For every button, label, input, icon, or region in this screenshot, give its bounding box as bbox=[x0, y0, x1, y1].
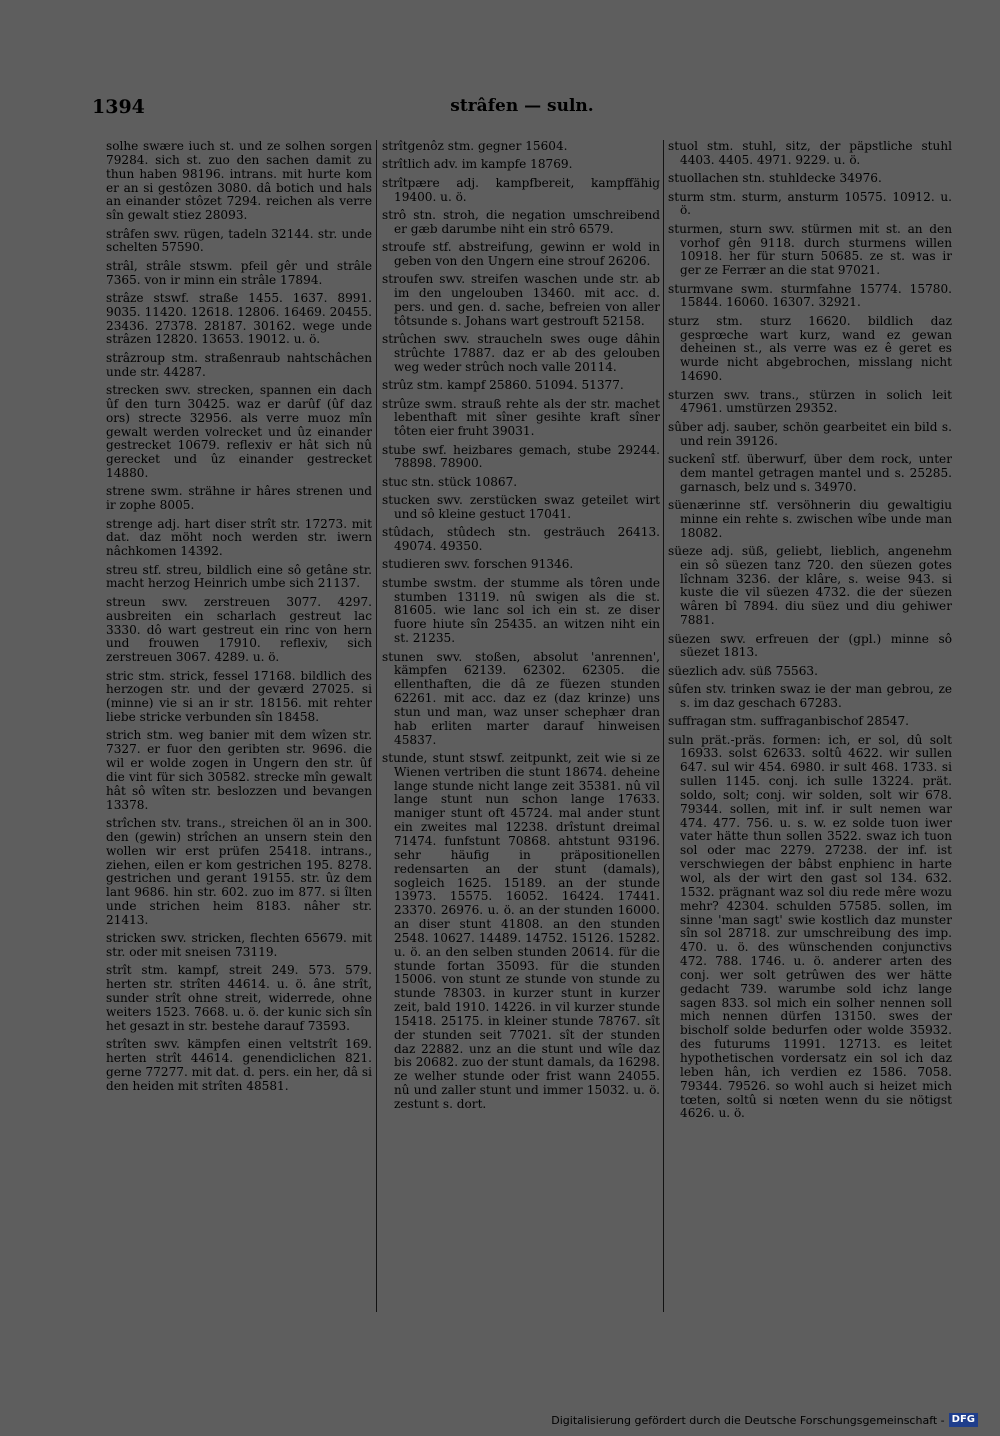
dictionary-entry: süenærinne stf. versöhnerin diu gewaltigiu minne ein rehte s. zwischen wîbe unde man 18082. bbox=[668, 497, 952, 540]
footer bbox=[551, 1412, 978, 1428]
dictionary-entry: stûdach, stûdech stn. gesträuch 26413. 49074. 49350. bbox=[382, 525, 660, 554]
dictionary-entry: süeze adj. süß, geliebt, lieblich, angenehm ein sô süezen tanz 720. den süezen gotes lîchnam 3236. der klâre, s. weise 943. si kuste die vil süezen 4732. die der süezen wâren bî 7894. diu süez und diu gehiwer 7881. bbox=[668, 543, 952, 628]
dictionary-entry: studieren swv. forschen 91346. bbox=[382, 557, 574, 572]
dictionary-entry: süezlich adv. süß 75563. bbox=[668, 663, 818, 678]
dictionary-entry: strene swm. strähne ir hâres strenen und ir zophe 8005. bbox=[106, 484, 372, 513]
dictionary-entry: sturmvane swm. sturmfahne 15774. 15780. 15844. 16060. 16307. 32921. bbox=[668, 281, 952, 310]
dfg-logo-icon: DFG bbox=[949, 1413, 978, 1427]
page-number: 1394 bbox=[92, 96, 145, 118]
dictionary-entry: strâzroup stm. straßenraub nahtschâchen unde str. 44287. bbox=[106, 350, 372, 379]
dictionary-entry: strît stm. kampf, streit 249. 573. 579. herten str. strîten 44614. u. ö. âne strît, sunder strît ohne streit, widerrede, ohne weiters 1523. 7668. u. ö. der kunic sich sîn het gesazt in str. bestehe darauf 73593. bbox=[106, 963, 372, 1033]
funding-note: Digitalisierung gefördert durch die Deutsche Forschungsgemeinschaft - bbox=[551, 1413, 945, 1427]
dictionary-entry: stuol stm. stuhl, sitz, der päpstliche stuhl 4403. 4405. 4971. 9229. u. ö. bbox=[668, 140, 952, 167]
dictionary-entry: sturz stm. sturz 16620. bildlich daz gesprœche wart kurz, wand ez gewan deheinen st., als verre was ez ê geret es wurde nicht abgebrochen, misslang nicht 14690. bbox=[668, 313, 952, 384]
dictionary-entry: strîchen stv. trans., streichen öl an in 300. den (gewin) strîchen an unsern stein den wollen wir erst prüfen 25418. intrans., ziehen, eilen er kom gestrichen 195. 8278. gestrichen und gerant 19155. str. ûz dem lant 9686. hin str. 602. zuo im 877. si îlten unde strichen heim 8183. nâher str. 21413. bbox=[106, 815, 372, 927]
dictionary-entry: strîtlich adv. im kampfe 18769. bbox=[382, 157, 573, 172]
column-divider bbox=[663, 140, 664, 1312]
dictionary-entry: suffragan stm. suffraganbischof 28547. bbox=[668, 714, 910, 729]
dictionary-entry: süezen swv. erfreuen der (gpl.) minne sô süezet 1813. bbox=[668, 631, 952, 660]
dictionary-entry: streun swv. zerstreuen 3077. 4297. ausbreiten ein scharlach gestreut lac 3330. dô wart gestreut ein rinc von hern und frouwen 17910. reflexiv, sich zerstreuen 3067. 4289. u. ö. bbox=[106, 594, 372, 665]
dictionary-entry: strâze stswf. straße 1455. 1637. 8991. 9035. 11420. 12618. 12806. 16469. 20455. 23436. 27378. 28187. 30162. wege unde strâzen 12820. 13653. 19012. u. ö. bbox=[106, 290, 372, 347]
dictionary-entry: stroufe stf. abstreifung, gewinn er wold in geben von den Ungern eine strouf 26206. bbox=[382, 240, 660, 268]
dictionary-entry: stucken swv. zerstücken swaz geteilet wirt und sô kleine gestuct 17041. bbox=[382, 493, 660, 521]
dictionary-entry: sturzen swv. trans., stürzen in solich leit 47961. umstürzen 29352. bbox=[668, 387, 952, 416]
dictionary-entry: stube swf. heizbares gemach, stube 29244. 78898. 78900. bbox=[382, 442, 660, 471]
dictionary-entry: sturm stm. sturm, ansturm 10575. 10912. u. ö. bbox=[668, 189, 952, 218]
column-right bbox=[668, 140, 952, 1320]
dictionary-entry: strô stn. stroh, die negation umschreibend er gæb darumbe niht ein strô 6579. bbox=[382, 207, 660, 236]
dictionary-entry: stunen swv. stoßen, absolut 'anrennen', kämpfen 62139. 62302. 62305. die ellenthaften, die dâ ze füezen stunden 62261. mit acc. daz ez (daz krinze) uns stun und man, waz unser schephær dran hab erliten marter darauf hinweisen 45837. bbox=[382, 649, 660, 747]
dictionary-entry: suln prät.-präs. formen: ich, er sol, dû solt 16933. solst 62633. soltû 4622. wir sullen 647. sul wir 454. 6980. ir sult 468. 1733. si sullen 1145. conj. ich sulle 13224. prät. soldo, solt; conj. wir solden, solt wir 678. 79344. sollen, mit inf. ir sult nemen war 474. 477. 756. u. s. w. ez solde tuon iwer vater hätte thun sollen 3522. swaz ich tuon sol oder mac 2279. 27238. der inf. ist verschwiegen der bâbst enphienc in harte wol, als der wirt den gast sol 134. 632. 1532. prägnant waz sol diu rede mêre wozu mehr? 42304. schulden 57585. sollen, im sinne 'man sagt' swie kostlich daz munster sîn sol 28718. zur umschreibung des imp. 470. u. ö. des wünschenden conjunctivs 472. 788. 1746. u. ö. anderer arten des conj. wer solt getrûwen des wer hätte gedacht 739. warumbe sold ichz lange sagen 833. sol mich ein solher nennen soll mich nennen dürfen 13150. swes der bischolf solde bedurfen oder wolde 35932. des futurums 11991. 12713. es leitet hypothetischen vordersatz ein sol ich daz leben hân, ich verdien ez 1586. 7058. 79344. 79526. so wohl auch si heizet mich tœten, soltû si nœten wenn du sie nötigst 4626. u. ö. bbox=[668, 732, 952, 1121]
dictionary-entry: solhe swære iuch st. und ze solhen sorgen 79284. sich st. zuo den sachen damit zu thun haben 98196. intrans. mit hurte kom er an si gestôzen 3080. dâ botich und hals an einander stôzet 7294. reichen als verre sîn gewalt stiez 28093. bbox=[106, 140, 372, 223]
dictionary-entry: sûber adj. sauber, schön gearbeitet ein bild s. und rein 39126. bbox=[668, 419, 952, 448]
page-title: strâfen — suln. bbox=[450, 96, 594, 116]
column-divider bbox=[376, 140, 377, 1312]
dictionary-entry: streu stf. streu, bildlich eine sô getâne str. macht herzog Heinrich umbe sich 21137. bbox=[106, 562, 372, 591]
dictionary-entry: stric stm. strick, fessel 17168. bildlich des herzogen str. und der geværd 27025. si (minne) vie si an ir str. 18156. mit rehter liebe stricke verbunden sîn 18458. bbox=[106, 668, 372, 725]
dictionary-entry: stumbe swstm. der stumme als tôren unde stumben 13119. nû swigen als die st. 81605. wie lanc sol ich ein st. ze diser fuore hiute sîn 25435. an witzen niht ein st. 21235. bbox=[382, 575, 660, 646]
dictionary-entry: suckenî stf. überwurf, über dem rock, unter dem mantel getragen mantel und s. 25285. garnasch, belz und s. 34970. bbox=[668, 451, 952, 494]
dictionary-entry: strîtpære adj. kampfbereit, kampffähig 19400. u. ö. bbox=[382, 175, 660, 204]
dictionary-entry: strich stm. weg banier mit dem wîzen str. 7327. er fuor den geribten str. 9696. die wil er wolde zogen in Ungern den str. ûf die vint für sich 30582. strecke mîn gewalt hât sô wîten str. beslozzen und bevangen 13378. bbox=[106, 728, 372, 812]
column-left bbox=[106, 140, 372, 1320]
dictionary-entry: strecken swv. strecken, spannen ein dach ûf den turn 30425. waz er darûf (ûf daz ors) strecte 32956. als verre muoz mîn gewalt werden volrecket und ûz einander gestrecket 10679. reflexiv er hât sich nû gerecket und ûz einander gestrecket 14880. bbox=[106, 383, 372, 481]
page-header bbox=[92, 96, 952, 122]
dictionary-entry: strâfen swv. rügen, tadeln 32144. str. unde schelten 57590. bbox=[106, 226, 372, 255]
dictionary-entry: strâl, strâle stswm. pfeil gêr und strâle 7365. von ir minn ein strâle 17894. bbox=[106, 258, 372, 287]
dictionary-entry: stricken swv. stricken, flechten 65679. mit str. oder mit sneisen 73119. bbox=[106, 931, 372, 960]
dictionary-entry: sturmen, sturn swv. stürmen mit st. an den vorhof gên 9118. durch sturmens willen 10918. her für sturn 50685. ze st. was ir ger ze Ferrær an die stat 97021. bbox=[668, 221, 952, 278]
dictionary-entry: strîten swv. kämpfen einen veltstrît 169. herten strît 44614. genendiclichen 821. gerne 77277. mit dat. d. pers. ein her, dâ si den heiden mit strîten 48581. bbox=[106, 1037, 372, 1093]
dictionary-entry: strûchen swv. straucheln swes ouge dâhin strûchte 17887. daz er ab des gelouben weg weder strûch noch valle 20114. bbox=[382, 332, 660, 374]
dictionary-entry: stroufen swv. streifen waschen unde str. ab im den ungelouben 13460. mit acc. d. pers. und gen. d. sache, befreien von aller tôtsunde s. Johans wart gestrouft 52158. bbox=[382, 272, 660, 328]
dictionary-entry: strenge adj. hart diser strît str. 17273. mit dat. daz möht noch werden str. iwern nâchkomen 14392. bbox=[106, 516, 372, 559]
dictionary-entry: stunde, stunt stswf. zeitpunkt, zeit wie si ze Wienen vertriben die stunt 18674. deheine lange stunde nicht lange zeit 35381. nû vil lange stunt nun schon lange 17633. maniger stunt oft 45724. mal ander stunt ein zweites mal 12238. drîstunt dreimal 71474. funfstunt 70868. ahtstunt 93196. sehr häufig in präpositionellen redensarten an der stunt (damals), sogleich 1625. 15189. an der stunde 13973. 15575. 16052. 16424. 17441. 23370. 26976. u. ö. an der stunden 16000. an diser stunt 41808. an den stunden 2548. 10627. 14489. 14752. 15126. 15282. u. ö. an den selben stunden 20614. für die stunde fortan 35093. für die stunden 15006. von stunt ze stunde von stunde zu stunde 78303. in kurzer stunt in kurzer zeit, bald 1910. 14226. in vil kurzer stunde 15418. 25175. in kleiner stunde 78767. sît der stunden seit 77021. sît der stunden daz 22882. unz an die stunt und wîle daz bis 20682. zuo der stunt damals, da 16298. ze welher stunde oder frist wann 24055. nû und zaller stunt und immer 15032. u. ö. zestunt s. dort. bbox=[382, 750, 660, 1111]
dictionary-entry: stuollachen stn. stuhldecke 34976. bbox=[668, 171, 882, 186]
dictionary-entry: sûfen stv. trinken swaz ie der man gebrou, ze s. im daz geschach 67283. bbox=[668, 682, 952, 710]
dictionary-entry: strîtgenôz stm. gegner 15604. bbox=[382, 140, 568, 153]
dictionary-entry: strûz stm. kampf 25860. 51094. 51377. bbox=[382, 378, 624, 393]
column-middle bbox=[382, 140, 660, 1320]
dictionary-entry: stuc stn. stück 10867. bbox=[382, 474, 518, 489]
dictionary-entry: strûze swm. strauß rehte als der str. machet lebenthaft mit sîner gesihte kraft sîner tôten eier fruht 39031. bbox=[382, 396, 660, 439]
